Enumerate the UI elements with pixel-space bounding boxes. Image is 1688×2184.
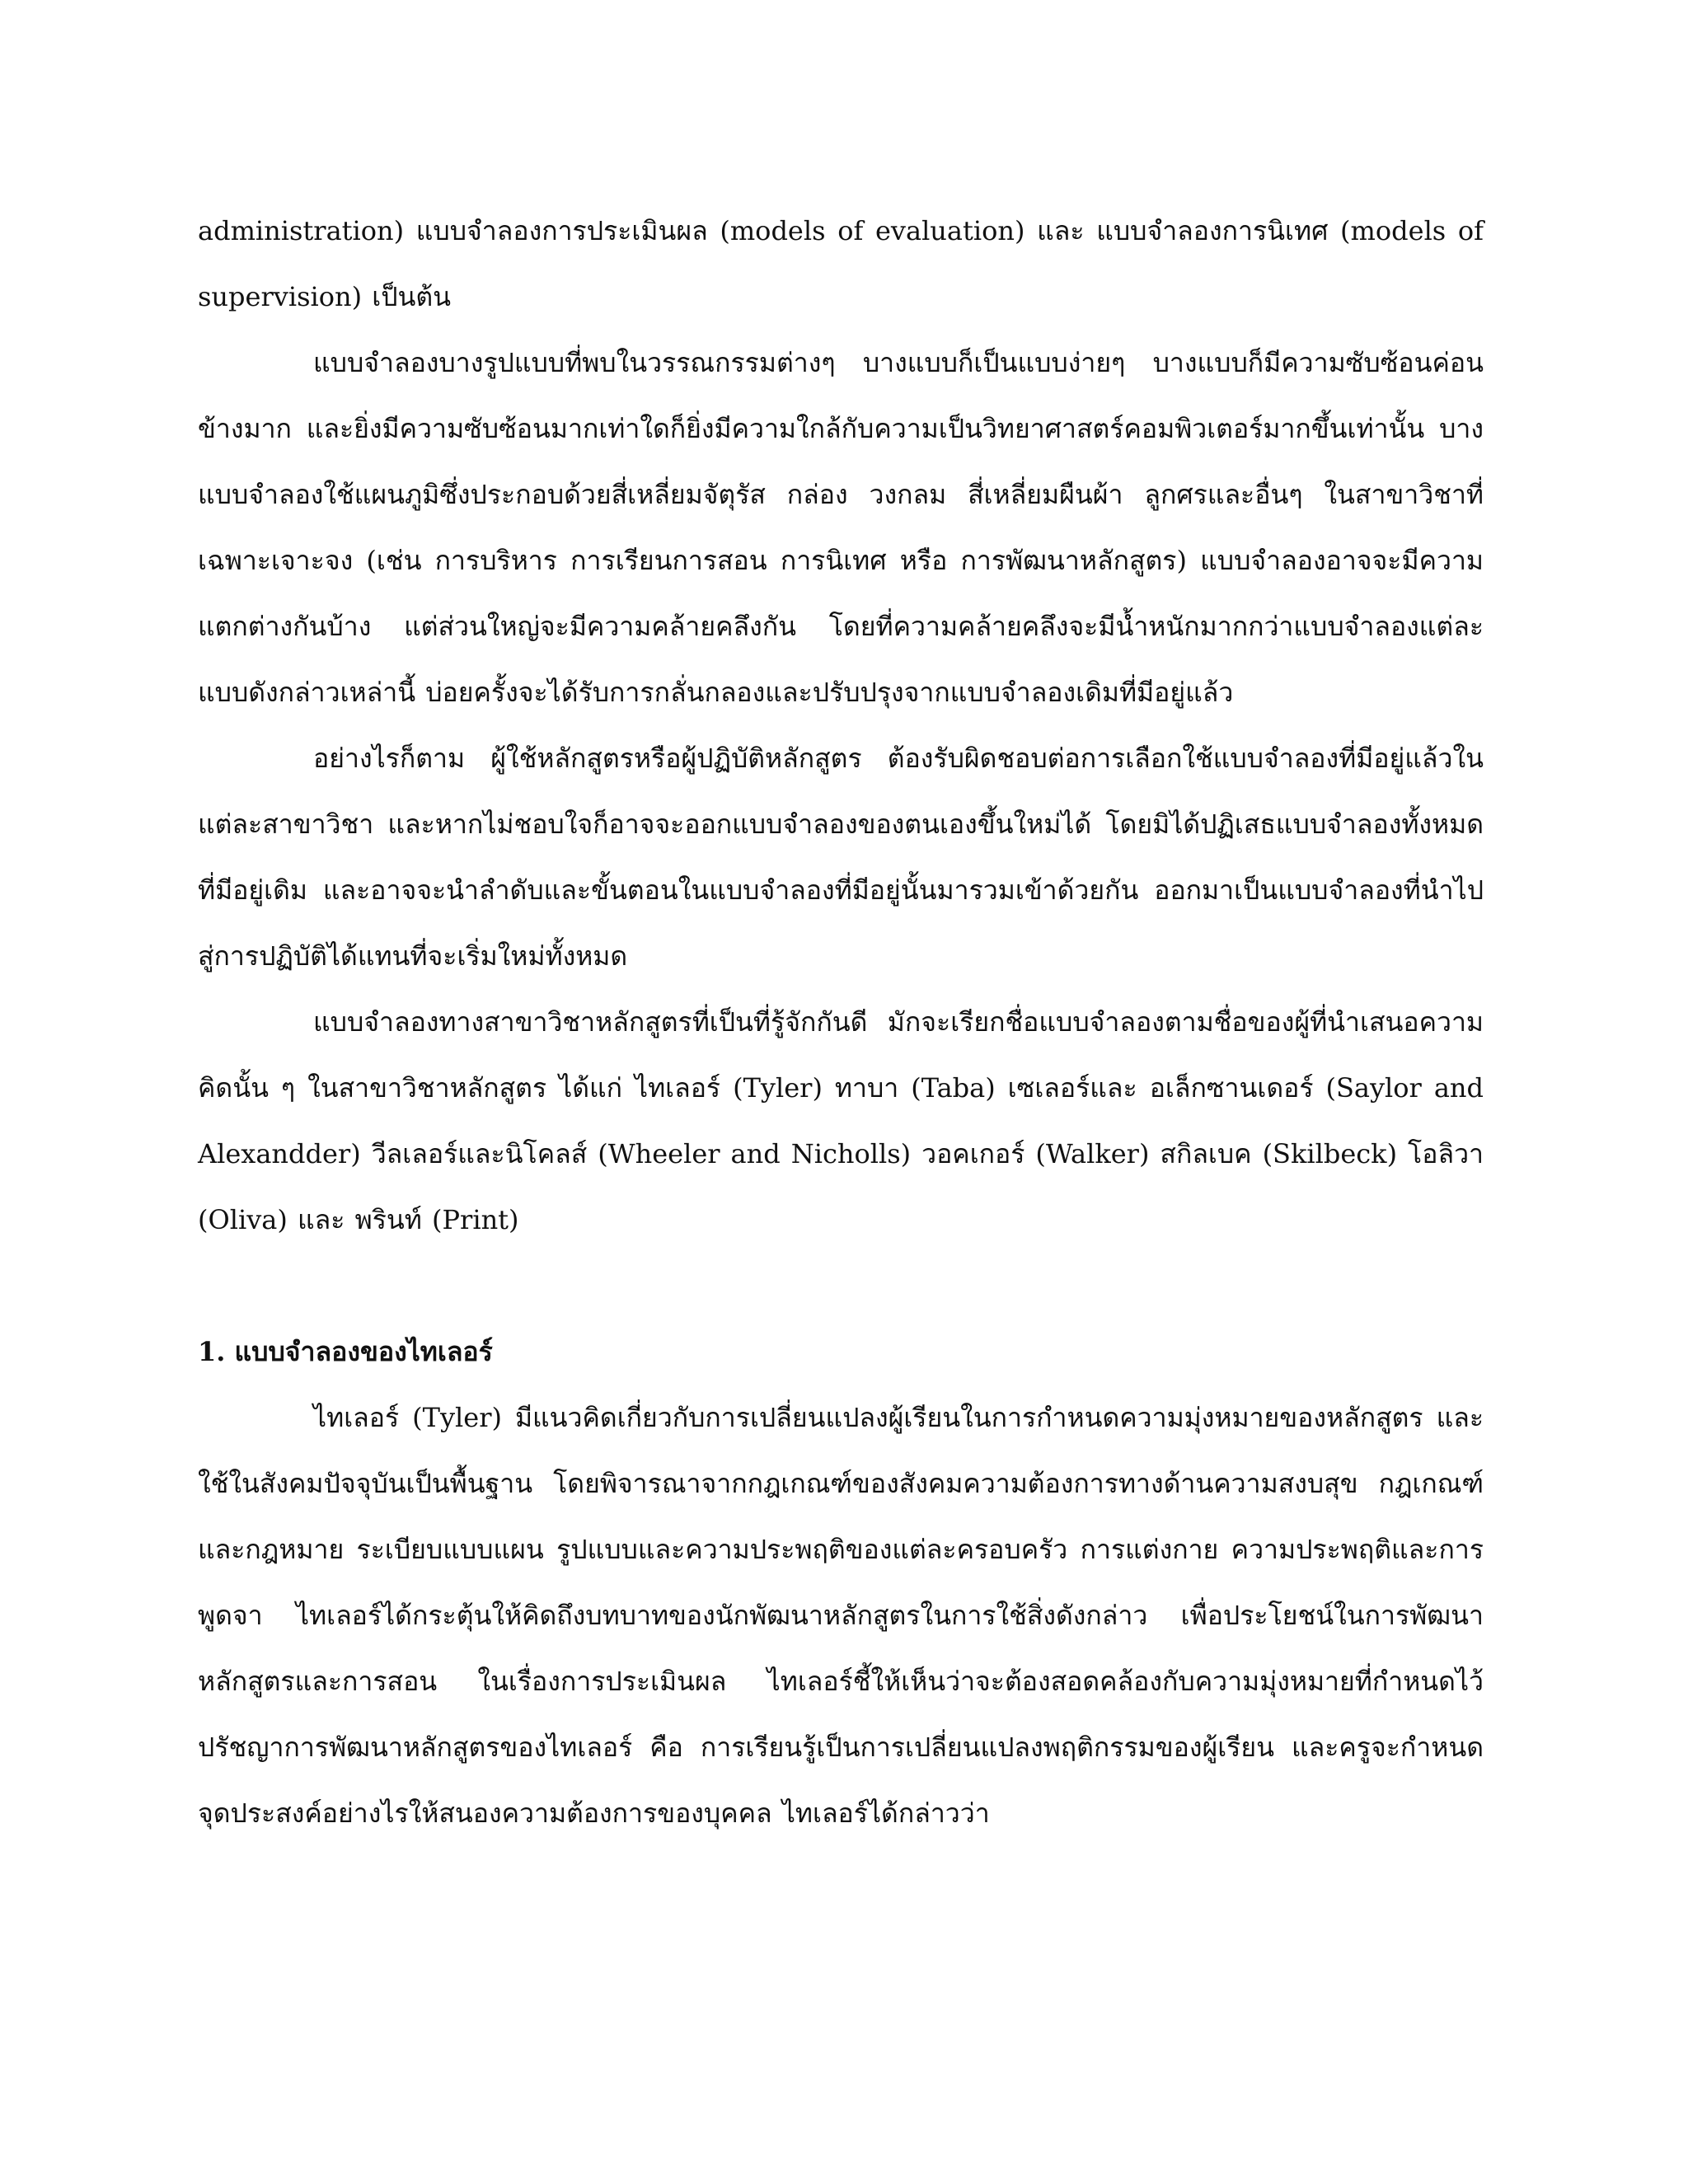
document-page [198, 198, 1484, 2093]
paragraph-known-models: แบบจำลองทางสาขาวิชาหลักสูตรที่เป็นที่รู้จักกันดี มักจะเรียกชื่อแบบจำลองตามชื่อของผู้ที่นำเสนอความคิดนั้น ๆ ในสาขาวิชาหลักสูตร ได้แก่ ไทเลอร์ (Tyler) ทาบา (Taba) เซเลอร์และ อเล็กซานเดอร์ (Saylor and Alexandder) วีลเลอร์และนิโคลส์ (Wheeler and Nicholls) วอคเกอร์ (Walker) สกิลเบค (Skilbeck) โอลิวา (Oliva) และ พรินท์ (Print) [198, 1006, 1484, 1235]
section-heading: 1. แบบจำลองของไทเลอร์ [198, 1336, 493, 1367]
paragraph-model-types: แบบจำลองบางรูปแบบที่พบในวรรณกรรมต่างๆ บางแบบก็เป็นแบบง่ายๆ บางแบบก็มีความซับซ้อนค่อนข้างมาก และยิ่งมีความซับซ้อนมากเท่าใดก็ยิ่งมีความใกล้กับความเป็นวิทยาศาสตร์คอมพิวเตอร์มากขึ้นเท่านั้น บางแบบจำลองใช้แผนภูมิซึ่งประกอบด้วยสี่เหลี่ยมจัตุรัส กล่อง วงกลม สี่เหลี่ยมผืนผ้า ลูกศรและอื่นๆ ในสาขาวิชาที่เฉพาะเจาะจง (เช่น การบริหาร การเรียนการสอน การนิเทศ หรือ การพัฒนาหลักสูตร) แบบจำลองอาจจะมีความแตกต่างกันบ้าง แต่ส่วนใหญ่จะมีความคล้ายคลึงกัน โดยที่ความคล้ายคลึงจะมีน้ำหนักมากกว่าแบบจำลองแต่ละแบบดังกล่าวเหล่านี้ บ่อยครั้งจะได้รับการกลั่นกลองและปรับปรุงจากแบบจำลองเดิมที่มีอยู่แล้ว [198, 347, 1484, 708]
paragraph-continuation: administration) แบบจำลองการประเมินผล (models of evaluation) และ แบบจำลองการนิเทศ (models of supervision) เป็นต้น [198, 215, 1484, 312]
paragraph-model-choice: อย่างไรก็ตาม ผู้ใช้หลักสูตรหรือผู้ปฏิบัติหลักสูตร ต้องรับผิดชอบต่อการเลือกใช้แบบจำลองที่มีอยู่แล้วในแต่ละสาขาวิชา และหากไม่ชอบใจก็อาจจะออกแบบจำลองของตนเองขึ้นใหม่ได้ โดยมิได้ปฏิเสธแบบจำลองทั้งหมดที่มีอยู่เดิม และอาจจะนำลำดับและขั้นตอนในแบบจำลองที่มีอยู่นั้นมารวมเข้าด้วยกัน ออกมาเป็นแบบจำลองที่นำไปสู่การปฏิบัติได้แทนที่จะเริ่มใหม่ทั้งหมด [198, 743, 1484, 972]
paragraph-tyler: ไทเลอร์ (Tyler) มีแนวคิดเกี่ยวกับการเปลี่ยนแปลงผู้เรียนในการกำหนดความมุ่งหมายของหลักสูตร และใช้ในสังคมปัจจุบันเป็นพื้นฐาน โดยพิจารณาจากกฎเกณฑ์ของสังคมความต้องการทางด้านความสงบสุข กฎเกณฑ์และกฎหมาย ระเบียบแบบแผน รูปแบบและความประพฤติของแต่ละครอบครัว การแต่งกาย ความประพฤติและการพูดจา ไทเลอร์ได้กระตุ้นให้คิดถึงบทบาทของนักพัฒนาหลักสูตรในการใช้สิ่งดังกล่าว เพื่อประโยชน์ในการพัฒนาหลักสูตรและการสอน ในเรื่องการประเมินผล ไทเลอร์ชี้ให้เห็นว่าจะต้องสอดคล้องกับความมุ่งหมายที่กำหนดไว้ ปรัชญาการพัฒนาหลักสูตรของไทเลอร์ คือ การเรียนรู้เป็นการเปลี่ยนแปลงพฤติกรรมของผู้เรียน และครูจะกำหนดจุดประสงค์อย่างไรให้สนองความต้องการของบุคคล ไทเลอร์ได้กล่าวว่า [198, 1402, 1484, 1829]
